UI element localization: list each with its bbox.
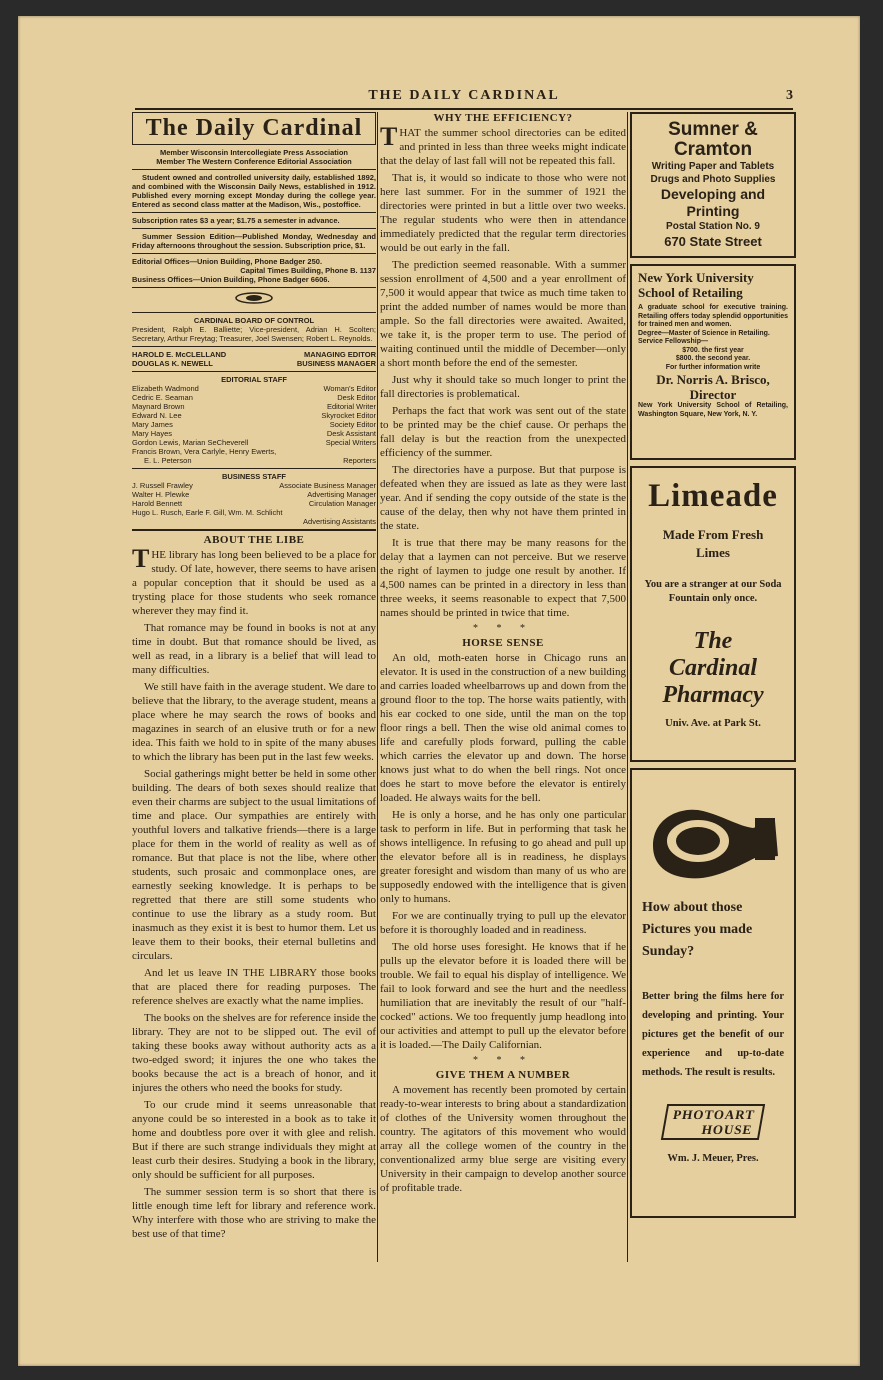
editorial-last-row: E. L. Peterson Reporters [144, 456, 376, 465]
staff-row [132, 384, 376, 393]
masthead-offices: Editorial Offices—Union Building, Phone Badger 250. [132, 257, 323, 266]
staff-row [132, 438, 376, 447]
staff-name: Edward N. Lee [132, 411, 182, 420]
staff-name: Gordon Lewis, Marian SeCheverell [132, 438, 249, 447]
column-left [132, 112, 376, 1244]
staff-role: Society Editor [329, 420, 376, 429]
editorial-title-horse: HORSE SENSE [462, 637, 544, 649]
article-paragraph: Social gatherings might better be held in some other building. The dears of both sexes should realize that even their charms are subject to the usual limitations of time and place. Our sympathies are entirely with youthful lovers and talkative friends—there is a large place for them in the world of reality as well as of romance. But that place is not the libe, where other students, such prosaic and commonplace ones, are earnestly seeking knowledge. It is perhaps to be regretted that there are still some students who continue to use the library as a study room. But inasmuch as they exist it is best to humor them. Let us leave them to their books, their eternal bulletins and circulars. [132, 768, 376, 962]
staff-row [132, 402, 376, 411]
masthead-ownership: Student owned and controlled university daily, established 1892, and combined with the Wisconsin Daily News, established in 1912. Published every morning except Monday during the college year. Entered as second class matter at the Madison, Wis., postoffice. [132, 173, 376, 209]
masthead-member: Member Wisconsin Intercollegiate Press Association [159, 148, 349, 157]
page-header [135, 88, 793, 110]
section-separator: * * * [473, 1055, 533, 1066]
staff-name: Mary James [132, 420, 173, 429]
article-paragraph: Just why it should take so much longer to print the fall directories is problematical. [380, 374, 626, 400]
article-paragraph: That is, it would so indicate to those who were not here last summer. For in the summer of 1921 the directories were printed in but a little over two weeks. The regular students who were then in attendance immediately predicted that the regular term directories would be out early in the fall. [380, 172, 626, 254]
article-paragraph: Perhaps the fact that work was sent out of the state to be printed may be the chief cause. Or perhaps the fall delay is but the reaction from the unexpected efficiency of the summer. [380, 405, 626, 459]
article-paragraph: That romance may be found in books is not at any time in doubt. But that romance should be lived, as well as read, in a library is a belief that will lead to many difficulties. [132, 622, 376, 676]
managing-editor-row: HAROLD E. McCLELLAND MANAGING EDITOR [132, 350, 376, 359]
article-paragraph: It is true that there may be many reasons for the delay that a laymen can not perceive. But we reserve the right of laymen to judge one result by another. If 4,500 names can be printed in a directory in less than three weeks, it seems reasonable to expect that 7,500 names should be printed in twice that time. [380, 537, 626, 619]
editorial-title-number: GIVE THEM A NUMBER [435, 1069, 571, 1081]
editorial-title-libe: ABOUT THE LIBE [203, 534, 305, 546]
article-paragraph: We still have faith in the average student. We dare to believe that the library, to the average student, means a place where he may search the rows of books and magazines in search of an elusive truth or for a new idea. This faith we hold to in spite of the many abuses to which the library has been put in the last few weeks. [132, 681, 376, 763]
business-staff-list [132, 481, 376, 508]
staff-row [132, 429, 376, 438]
article-paragraph: The directories have a purpose. But that purpose is defeated when they are issued as late as they were last year. And if sending the copy outside of the state is the cause of the delay, then why not have them printed in the state. [380, 464, 626, 532]
section-separator: * * * [473, 623, 533, 634]
business-staff-title: BUSINESS STAFF [221, 472, 287, 481]
article-paragraph: The old horse uses foresight. He knows that if he pulls up the elevator before it is loaded there will be trouble. We fail to equal his display of intelligence. We fail to look forward and see the hurt and the needless humiliation that are inevitably the result of our "half-cocked" actions. We too frequently jump headlong into our activities and attempt to pull up the elevator before it is loaded.—The Daily Californian. [380, 941, 626, 1051]
photoart-logo: PHOTOART HOUSE [642, 1104, 784, 1140]
business-manager-row: DOUGLAS K. NEWELL BUSINESS MANAGER [132, 359, 376, 368]
column-rule [377, 112, 378, 1262]
editorial-staff-list [132, 384, 376, 447]
ad-photoart-house: How about those Pictures you made Sunday? Better bring the films here for developing and printing. Your pictures get the benefit of our experience and up-to-date methods. The result is results. PHOTOART HOUSE Wm. J. Meuer, Pres. [630, 768, 796, 1218]
staff-row [132, 411, 376, 420]
article-paragraph: To our crude mind it seems unreasonable that anyone could be so interested in a book as to take it home and doubtless pore over it with glee and relish. But if there are such strange individuals they might at least curb their desires. Studying a book in the library, only should be sufficient for all purposes. [132, 1099, 376, 1181]
masthead-offices: Capital Times Building, Phone B. 1137 [240, 266, 376, 275]
article-paragraph: The prediction seemed reasonable. With a summer session enrollment of 4,500 and a year enrollment of 7,500 it would appear that twice as much time taken to print the added number of names would be more than ample. So the fall directories were awaited. Awaited, we take it, is the proper term to use. The period of waiting continued until the middle of December—only a short month before the end of the semester. [380, 259, 626, 369]
staff-row [132, 499, 376, 508]
hand-holding-film-icon [642, 786, 784, 891]
staff-role: Circulation Manager [308, 499, 376, 508]
editorial-extra: Francis Brown, Vera Carlyle, Henry Ewerts, [132, 447, 277, 456]
article-paragraph: THAT the summer school directories can be edited and printed in less than three weeks might indicate that the delay of last fall will not be repeated this fall. [380, 122, 626, 167]
article-paragraph: For we are continually trying to pull up the elevator before it is thoroughly loaded and in readiness. [380, 910, 626, 936]
staff-name: Mary Hayes [132, 429, 173, 438]
business-extra: Hugo L. Rusch, Earle F. Gill, Wm. M. Schlicht [132, 508, 283, 517]
staff-role: Special Writers [325, 438, 376, 447]
column-rule [627, 112, 628, 1262]
staff-role: Skyrocket Editor [321, 411, 376, 420]
masthead-rates: Subscription rates $3 a year; $1.75 a semester in advance. [132, 216, 340, 225]
staff-name: Maynard Brown [132, 402, 185, 411]
staff-name: Harold Bennett [132, 499, 183, 508]
board-members: President, Ralph E. Balliette; Vice-president, Adrian H. Scolten; Secretary, Arthur Freytag; Treasurer, Joel Swensen; Robert L. Reynolds. [132, 325, 376, 343]
staff-role: Editorial Writer [326, 402, 376, 411]
staff-row [132, 393, 376, 402]
staff-row [132, 420, 376, 429]
article-paragraph: THE library has long been believed to be a place for study. Of late, however, there seems to have arisen a popular conception that it should be used as a trysting place for those students who seek romance wherever they may find it. [132, 544, 376, 617]
article-paragraph: The books on the shelves are for reference inside the library. They are not to be slipped out. The evil of taking these books away without authority acts as a two-edged sword; it injures the one who takes the books because the act is a breach of honor, and it injures the others who need the books for study. [132, 1012, 376, 1094]
editorial-title-efficiency: WHY THE EFFICIENCY? [433, 112, 573, 124]
editorial-staff-title: EDITORIAL STAFF [221, 375, 287, 384]
ornament-icon [132, 291, 376, 309]
staff-role: Desk Editor [337, 393, 376, 402]
staff-row [132, 490, 376, 499]
staff-role: Advertising Manager [307, 490, 376, 499]
article-paragraph: An old, moth-eaten horse in Chicago runs an elevator. It is used in the construction of a new building and carries loaded wheelbarrows up and down from the ground floor to the top. The horse waits patiently, with his ear cocked to one side, until the man on the top floor rings a bell. Then the wise old animal comes to life and carefully plods forward, pulling the cable which carries the elevator up and down. The horse knows just what to do when the bell rings. Not once does he start to move before the elevator is entirely loaded. He always waits for the bell. [380, 652, 626, 804]
page-number: 3 [786, 88, 793, 103]
staff-row [132, 481, 376, 490]
ad-sumner-cramton: Sumner & Cramton Writing Paper and Tablets Drugs and Photo Supplies Developing and Printing Postal Station No. 9 670 State Street [630, 112, 796, 258]
staff-name: Elizabeth Wadmond [132, 384, 199, 393]
masthead-offices: Business Offices—Union Building, Phone Badger 6606. [132, 275, 330, 284]
article-paragraph: A movement has recently been promoted by certain ready-to-wear interests to bring about a standardization of clothes of the University women throughout the country. The agitators of this movement who would array all the college women of the country in the conventionalized army blue serge are visiting every University in their campaign to develop another source of profitable trade. [380, 1084, 626, 1194]
ad-nyu-retailing: New York University School of Retailing A graduate school for executive training. Retailing offers today splendid opportunities for trained men and women. Degree—Master of Science in Retailing. Service Fellowship— $700. the first year $800. the second year. For further information write Dr. Norris A. Brisco, Director New York University School of Retailing, Washington Square, New York, N. Y. [630, 264, 796, 460]
staff-role: Associate Business Manager [279, 481, 376, 490]
staff-name: Cedric E. Seaman [132, 393, 193, 402]
staff-role: Woman's Editor [323, 384, 376, 393]
article-paragraph: And let us leave IN THE LIBRARY those books that are placed there for reading purposes. The reference shelves are exactly what the name implies. [132, 967, 376, 1007]
masthead-title: The Daily Cardinal [132, 112, 376, 145]
article-paragraph: The summer session term is so short that there is little enough time left for library and reference work. Why interfere with those who are striving to make the best use of that time? [132, 1186, 376, 1240]
column-ads [630, 112, 796, 1224]
column-middle [380, 112, 626, 1198]
article-paragraph: He is only a horse, and he has only one particular task to perform in life. But in performing that task he shows intelligence. In refusing to go ahead and pull up the elevator before all is in readiness, he displays greater foresight and wisdom than many of us who are supposedly endowed with the intelligence that is given only to humans. [380, 809, 626, 905]
masthead-summer: Summer Session Edition—Published Monday, Wednesday and Friday afternoons throughout the session. Subscription price, $1. [132, 232, 376, 250]
staff-name: Walter H. Plewke [132, 490, 190, 499]
staff-name: J. Russell Frawley [132, 481, 193, 490]
board-title: CARDINAL BOARD OF CONTROL [193, 316, 315, 325]
ad-limeade: Limeade Made From Fresh Limes You are a stranger at our Soda Fountain only once. The Cardinal Pharmacy Univ. Ave. at Park St. [630, 466, 796, 762]
staff-role: Desk Assistant [326, 429, 376, 438]
business-last-row: Advertising Assistants [303, 517, 376, 526]
masthead-member: Member The Western Conference Editorial Association [156, 157, 352, 166]
newspaper-header-title: THE DAILY CARDINAL [368, 88, 560, 103]
